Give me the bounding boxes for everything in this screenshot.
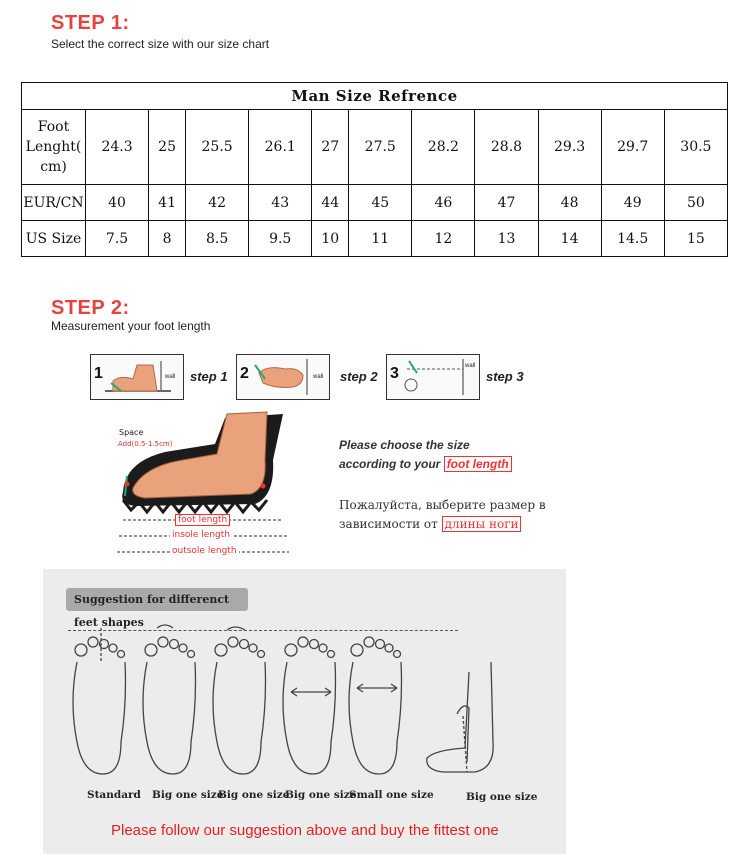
table-cell: 13	[475, 221, 538, 257]
table-cell: 25	[149, 110, 186, 185]
table-cell: 10	[312, 221, 349, 257]
table-cell: 48	[538, 185, 601, 221]
table-cell: 11	[349, 221, 412, 257]
table-cell: 29.7	[601, 110, 664, 185]
foot-label-big-one-size: Big one size	[218, 789, 290, 801]
table-cell: 30.5	[664, 110, 727, 185]
table-cell: 8	[149, 221, 186, 257]
step1-subtitle: Select the correct size with our size chart	[51, 37, 270, 51]
table-cell: 28.2	[412, 110, 475, 185]
step1-label: step 1	[190, 369, 228, 384]
foot-outline-icon	[73, 662, 126, 774]
table-cell: 7.5	[86, 221, 149, 257]
step1-illustration	[90, 354, 184, 400]
size-table	[21, 82, 728, 257]
table-cell: 12	[412, 221, 475, 257]
wall-label: wall	[313, 374, 324, 380]
table-row	[22, 110, 728, 185]
foot-label-big-one-size: Big one size	[466, 791, 538, 803]
row-header-eur-cn: EUR/CN	[22, 185, 86, 221]
table-cell: 42	[186, 185, 249, 221]
foot-length-label: foot length	[175, 514, 230, 526]
step2-subtitle: Measurement your foot length	[51, 319, 211, 333]
russian-highlight: длины ноги	[442, 516, 522, 532]
wall-label: wall	[465, 363, 476, 369]
foot-length-highlight: foot length	[444, 456, 512, 472]
foot-label-standard: Standard	[87, 789, 141, 801]
choose-text-line1: Please choose the size	[339, 438, 470, 452]
table-cell: 25.5	[186, 110, 249, 185]
suggestion-tag: Suggestion for differenct feet shapes	[66, 588, 248, 611]
table-row	[22, 185, 728, 221]
table-cell: 45	[349, 185, 412, 221]
table-cell: 9.5	[249, 221, 312, 257]
space-range-label: Add(0.5-1.5cm)	[118, 440, 173, 448]
table-cell: 28.8	[475, 110, 538, 185]
space-label: Space	[119, 428, 144, 437]
foot-label-small-one-size: Small one size	[349, 789, 434, 801]
table-cell: 46	[412, 185, 475, 221]
table-cell: 8.5	[186, 221, 249, 257]
row-header-us-size: US Size	[22, 221, 86, 257]
table-cell: 24.3	[86, 110, 149, 185]
step1-title: STEP 1:	[51, 12, 130, 34]
step2-illustration	[236, 354, 330, 400]
table-cell: 41	[149, 185, 186, 221]
ruler-icon	[387, 355, 479, 399]
table-cell: 43	[249, 185, 312, 221]
table-cell: 40	[86, 185, 149, 221]
table-cell: 47	[475, 185, 538, 221]
size-table-title: Man Size Refrence	[22, 83, 728, 110]
step3-label: step 3	[486, 369, 524, 384]
step-number: 2	[240, 365, 249, 382]
russian-text-line2	[339, 517, 521, 531]
table-cell: 26.1	[249, 110, 312, 185]
foot-label-big-one-size: Big one size	[152, 789, 224, 801]
choose-text-line2	[339, 457, 512, 471]
table-cell: 49	[601, 185, 664, 221]
table-cell: 27.5	[349, 110, 412, 185]
table-row	[22, 221, 728, 257]
wall-label: wall	[165, 374, 176, 380]
step-number: 3	[390, 365, 399, 382]
choose-text-line2-pre: according to your	[339, 457, 441, 471]
table-cell: 27	[312, 110, 349, 185]
foot-shapes-illustration	[55, 622, 555, 792]
table-cell: 44	[312, 185, 349, 221]
table-cell: 14	[538, 221, 601, 257]
foot-label-big-one-size: Big one size	[285, 789, 357, 801]
step-number: 1	[94, 365, 103, 382]
outsole-length-label: outsole length	[172, 546, 237, 556]
suggestion-footer: Please follow our suggestion above and buy the fittest one	[111, 822, 499, 839]
step2-title: STEP 2:	[51, 297, 130, 319]
russian-text-line1: Пожалуйста, выберите размер в	[339, 498, 546, 512]
table-cell: 29.3	[538, 110, 601, 185]
step3-illustration	[386, 354, 480, 400]
row-header-foot-length: Foot Lenght( cm)	[22, 110, 86, 185]
table-cell: 14.5	[601, 221, 664, 257]
table-cell: 50	[664, 185, 727, 221]
step2-label: step 2	[340, 369, 378, 384]
russian-text-line2-pre: зависимости от	[339, 517, 438, 531]
insole-length-label: insole length	[172, 530, 230, 540]
table-cell: 15	[664, 221, 727, 257]
